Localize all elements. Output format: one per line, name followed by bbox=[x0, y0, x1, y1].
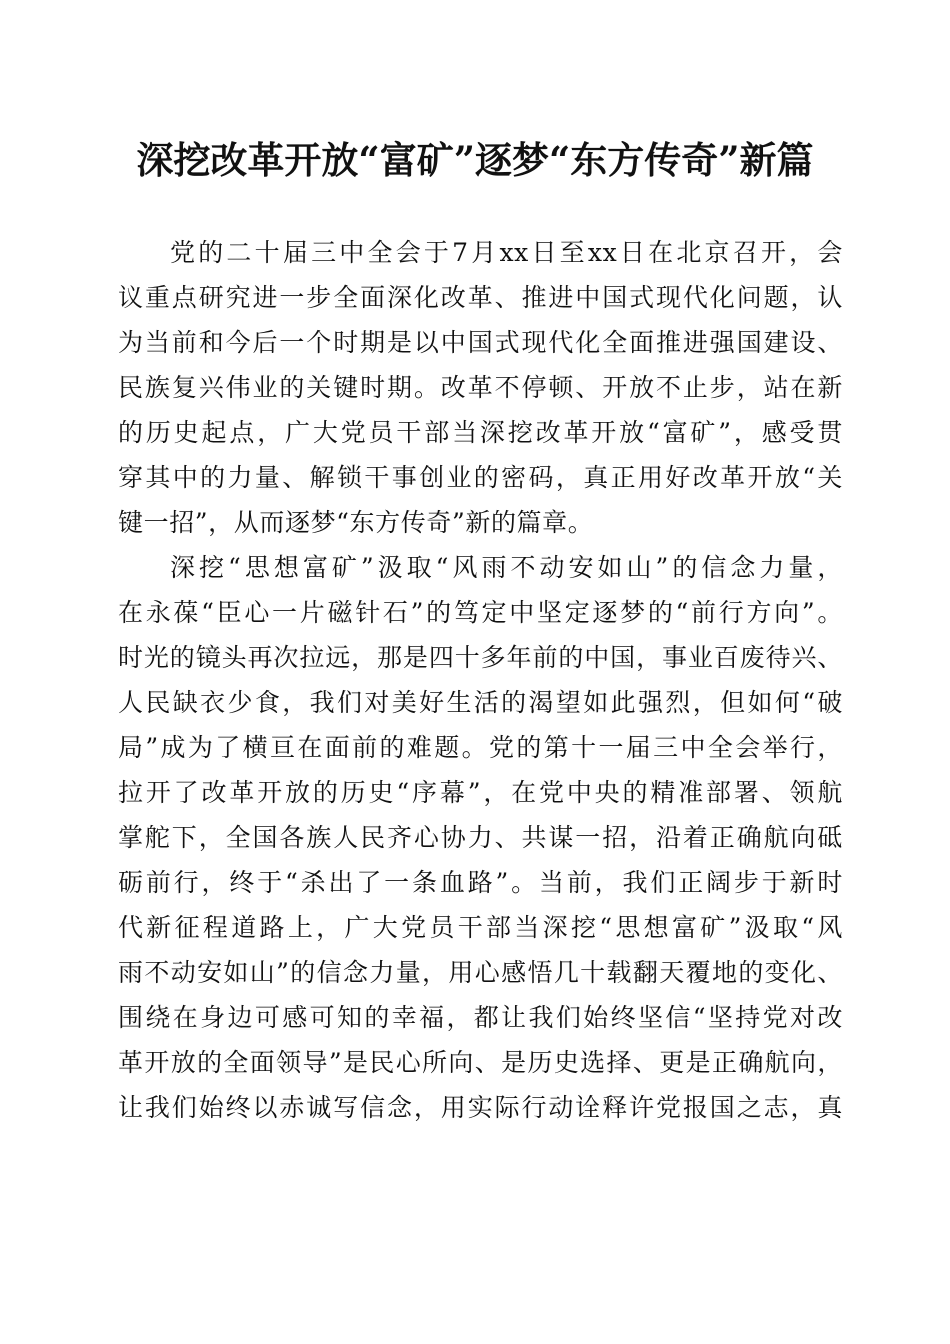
text-line: 党的二十届三中全会于7月xx日至xx日在北京召开，会 bbox=[170, 238, 843, 267]
text-line: 时光的镜头再次拉远，那是四十多年前的中国，事业百废待兴、 bbox=[118, 643, 843, 672]
text-line: 掌舵下，全国各族人民齐心协力、共谋一招，沿着正确航向砥 bbox=[118, 823, 843, 852]
text-line: 局”成为了横亘在面前的难题。党的第十一届三中全会举行， bbox=[118, 733, 843, 762]
text-line: 深挖“思想富矿”汲取“风雨不动安如山”的信念力量， bbox=[170, 553, 843, 582]
text-line: 的历史起点，广大党员干部当深挖改革开放“富矿”，感受贯 bbox=[118, 418, 843, 447]
paragraph-2 bbox=[118, 549, 843, 1134]
text-line: 在永葆“臣心一片磁针石”的笃定中坚定逐梦的“前行方向”。 bbox=[118, 598, 843, 627]
document-body bbox=[118, 234, 843, 1134]
text-line: 人民缺衣少食，我们对美好生活的渴望如此强烈，但如何“破 bbox=[118, 688, 843, 717]
text-line: 拉开了改革开放的历史“序幕”，在党中央的精准部署、领航 bbox=[118, 778, 843, 807]
text-line: 议重点研究进一步全面深化改革、推进中国式现代化问题，认 bbox=[118, 283, 843, 312]
text-line: 为当前和今后一个时期是以中国式现代化全面推进强国建设、 bbox=[118, 328, 843, 357]
text-line: 键一招”，从而逐梦“东方传奇”新的篇章。 bbox=[118, 508, 594, 537]
text-line: 革开放的全面领导”是民心所向、是历史选择、更是正确航向， bbox=[118, 1048, 843, 1077]
text-line: 让我们始终以赤诚写信念，用实际行动诠释许党报国之志，真 bbox=[118, 1093, 843, 1122]
text-line: 民族复兴伟业的关键时期。改革不停顿、开放不止步，站在新 bbox=[118, 373, 843, 402]
text-line: 围绕在身边可感可知的幸福，都让我们始终坚信“坚持党对改 bbox=[118, 1003, 843, 1032]
paragraph-1 bbox=[118, 234, 843, 549]
text-line: 穿其中的力量、解锁干事创业的密码，真正用好改革开放“关 bbox=[118, 463, 843, 492]
text-line: 砺前行，终于“杀出了一条血路”。当前，我们正阔步于新时 bbox=[118, 868, 843, 897]
text-line: 代新征程道路上，广大党员干部当深挖“思想富矿”汲取“风 bbox=[118, 913, 843, 942]
document-title: 深挖改革开放“富矿”逐梦“东方传奇”新篇 bbox=[136, 138, 814, 182]
text-line: 雨不动安如山”的信念力量，用心感悟几十载翻天覆地的变化、 bbox=[118, 958, 843, 987]
